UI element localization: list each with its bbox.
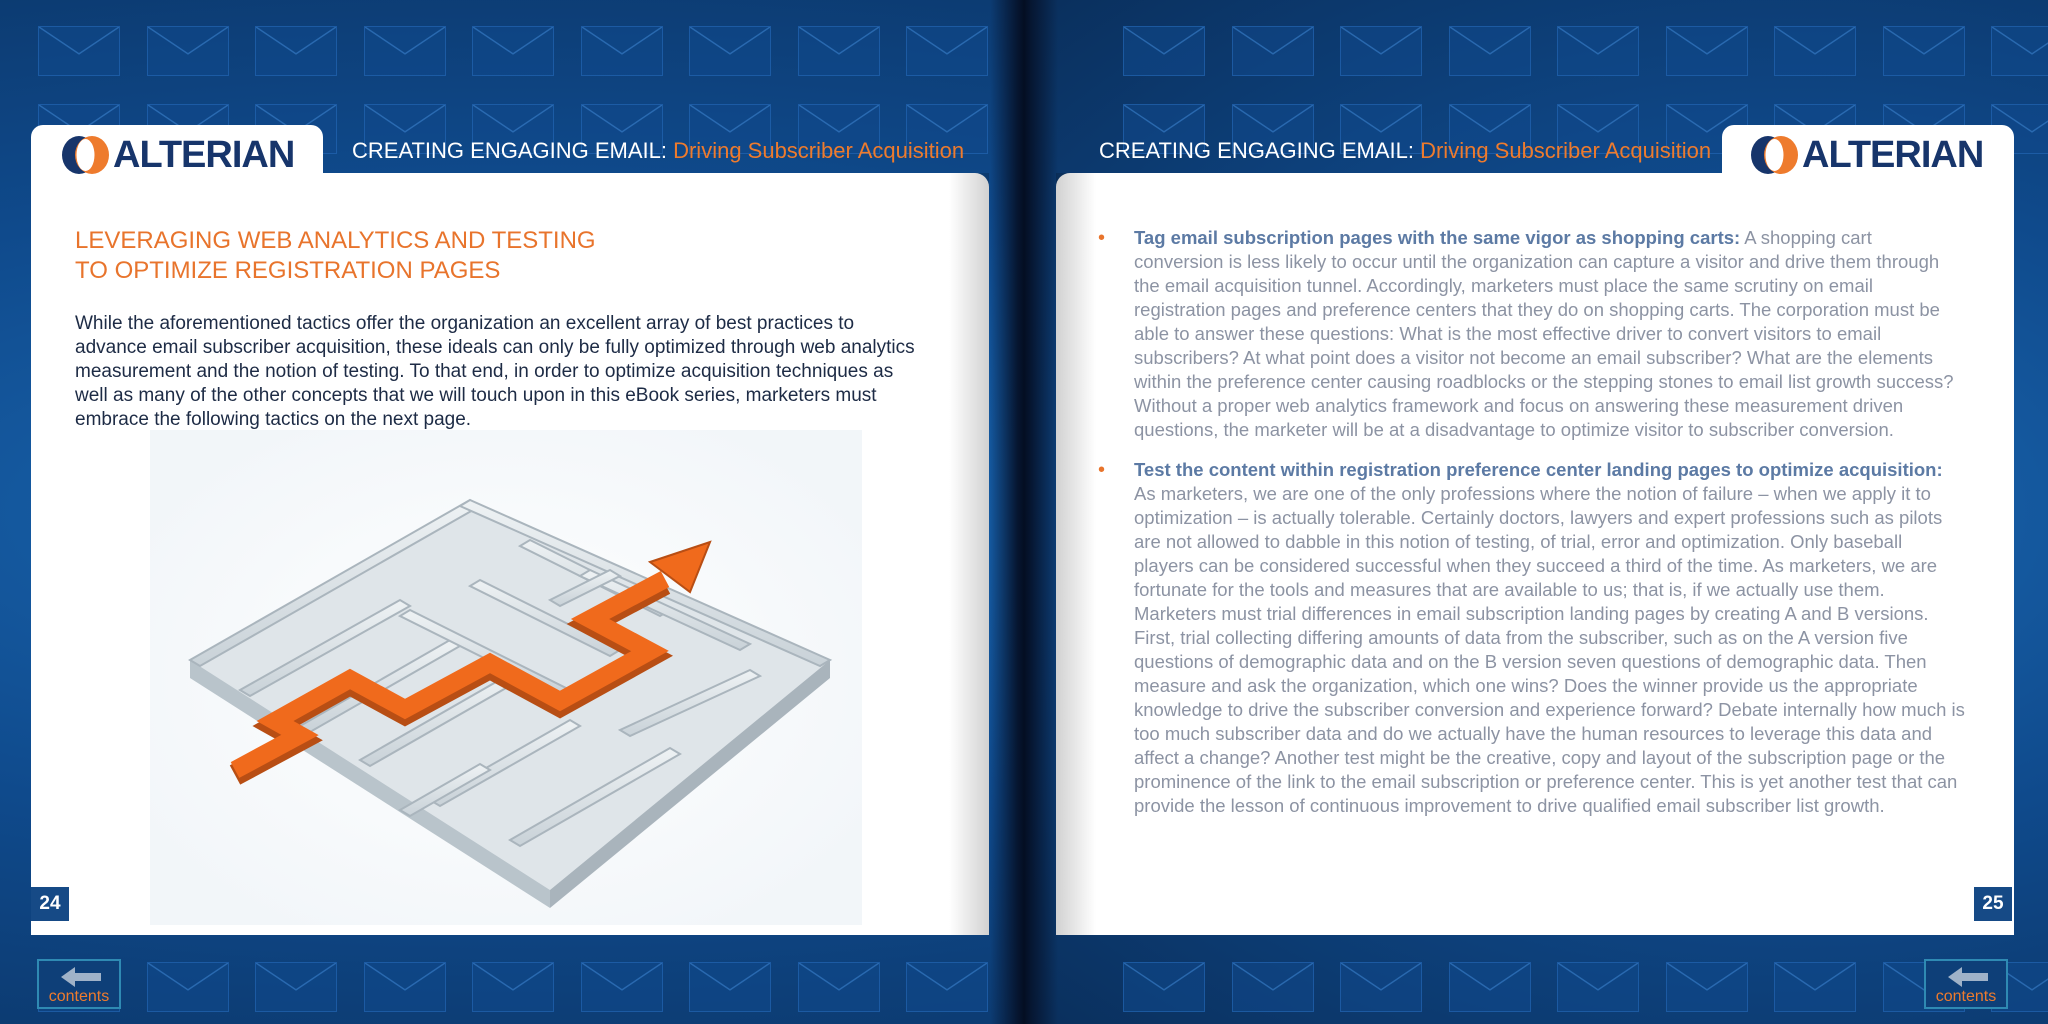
envelope-icon [255, 26, 337, 76]
envelope-icon [798, 962, 880, 1012]
bullet-lead: Test the content within registration preference center landing pages to optimize acquisition: [1134, 459, 1943, 480]
header-title-main: CREATING ENGAGING EMAIL: [352, 138, 674, 163]
envelope-icon [364, 26, 446, 76]
contents-button-right[interactable] [1924, 959, 2008, 1009]
back-arrow-icon [61, 967, 101, 987]
bullet-dot-icon: • [1098, 459, 1106, 481]
envelope-icon [1557, 962, 1639, 1012]
envelope-icon [1774, 962, 1856, 1012]
brand-name-right: ALTERIAN [1802, 133, 1984, 176]
alterian-logo-icon [1748, 133, 1800, 177]
envelope-icon [798, 26, 880, 76]
header-title-accent-right: Driving Subscriber Acquisition [1420, 138, 1712, 163]
envelope-icon [364, 962, 446, 1012]
envelope-icon [472, 26, 554, 76]
left-page-number: 24 [31, 887, 69, 921]
alterian-logo-right [1748, 133, 1983, 177]
maze-arrow-illustration [150, 430, 862, 925]
envelope-icon [581, 26, 663, 76]
envelope-icon [1666, 26, 1748, 76]
envelope-icon [472, 962, 554, 1012]
envelope-icon [1123, 962, 1205, 1012]
envelope-icon [1449, 26, 1531, 76]
envelope-icon [147, 962, 229, 1012]
alterian-logo [59, 133, 294, 177]
bullet-dot-icon: • [1098, 227, 1106, 249]
envelope-icon [255, 962, 337, 1012]
envelope-icon [1123, 26, 1205, 76]
contents-label: contents [48, 988, 110, 1005]
envelope-icon [1232, 962, 1314, 1012]
envelope-icon [689, 962, 771, 1012]
envelope-icon [1774, 26, 1856, 76]
contents-button-left[interactable] [37, 959, 121, 1009]
bullet-lead: Tag email subscription pages with the same vigor as shopping carts: [1134, 227, 1741, 248]
left-logo-tab [31, 125, 323, 185]
intro-paragraph: While the aforementioned tactics offer the organization an excellent array of best practices to advance email subscriber acquisition, these ideals can only be fully optimized through web analytics measurement and the notion of testing. To that end, in order to optimize acquisition techniques as well as many of the other concepts that we will touch upon in this eBook series, marketers must embrace the following tactics on the next page. [75, 313, 915, 430]
alterian-logo-icon [59, 133, 111, 177]
contents-label: contents [1935, 988, 1997, 1005]
right-logo-tab [1722, 125, 2014, 185]
envelope-icon [1666, 962, 1748, 1012]
envelope-icon [1557, 26, 1639, 76]
brand-name: ALTERIAN [113, 133, 295, 176]
envelope-icon [1449, 962, 1531, 1012]
title-line-1: LEVERAGING WEB ANALYTICS AND TESTING [75, 227, 596, 254]
left-header-title [352, 138, 964, 164]
envelope-icon [1340, 26, 1422, 76]
envelope-icon [1991, 26, 2048, 76]
envelope-icon [906, 26, 988, 76]
right-header-title [1099, 138, 1711, 164]
header-title-main-right: CREATING ENGAGING EMAIL: [1099, 138, 1421, 163]
envelope-icon [147, 26, 229, 76]
list-item [1098, 226, 1966, 442]
book-spine [990, 0, 1058, 1024]
envelope-icon [581, 962, 663, 1012]
envelope-icon [1232, 26, 1314, 76]
title-line-2: TO OPTIMIZE REGISTRATION PAGES [75, 257, 501, 284]
bullet-text: As marketers, we are one of the only professions where the notion of failure – when we apply it to optimization – is actually tolerable. Certainly doctors, lawyers and expert professions such as pilots are not allowed to dabble in this notion of testing, of trial, error and optimization. Only baseball players can be considered successful when they succeed a third of the time. As marketers, we are fortunate for the tools and measures that are available to us; that is, if we actually use them. Marketers must trial differences in email subscription landing pages by creating A and B versions. First, trial collecting differing amounts of data from the subscriber, such as on the A version five questions of demographic data and on the B version seven questions of demographic data. Then measure and ask the organization, which one wins? Does the winner provide us the appropriate knowledge to drive the subscriber conversion and experience forward? Debate internally how much is too much subscriber data and do we actually have the human resources to leverage this data and affect a change? Another test might be the creative, copy and layout of the subscription page or the prominence of the link to the email subscription or preference center. This is yet another test that can provide the lesson of continuous improvement to drive qualified email subscriber list growth. [1134, 483, 1965, 816]
bullet-list [1098, 226, 1966, 834]
right-page-number: 25 [1974, 887, 2012, 921]
back-arrow-icon [1948, 967, 1988, 987]
left-page-title [75, 226, 596, 286]
header-title-accent: Driving Subscriber Acquisition [673, 138, 965, 163]
list-item [1098, 458, 1966, 818]
bullet-text: A shopping cart conversion is less likely to occur until the organization can capture a visitor and drive them through the email acquisition tunnel. Accordingly, marketers must place the same scrutiny on email registration pages and preference centers that they do on shopping carts. The corporation must be able to answer these questions: What is the most effective driver to convert visitors to email subscribers? At what point does a visitor not become an email subscriber? What are the elements within the preference center causing roadblocks or the stepping stones to email list growth success? Without a proper web analytics framework and focus on answering these measurement driven questions, the marketer will be at a disadvantage to optimize visitor to subscriber conversion. [1134, 227, 1954, 440]
envelope-icon [1340, 962, 1422, 1012]
envelope-icon [689, 26, 771, 76]
envelope-icon [906, 962, 988, 1012]
envelope-icon [38, 26, 120, 76]
envelope-icon [1883, 26, 1965, 76]
